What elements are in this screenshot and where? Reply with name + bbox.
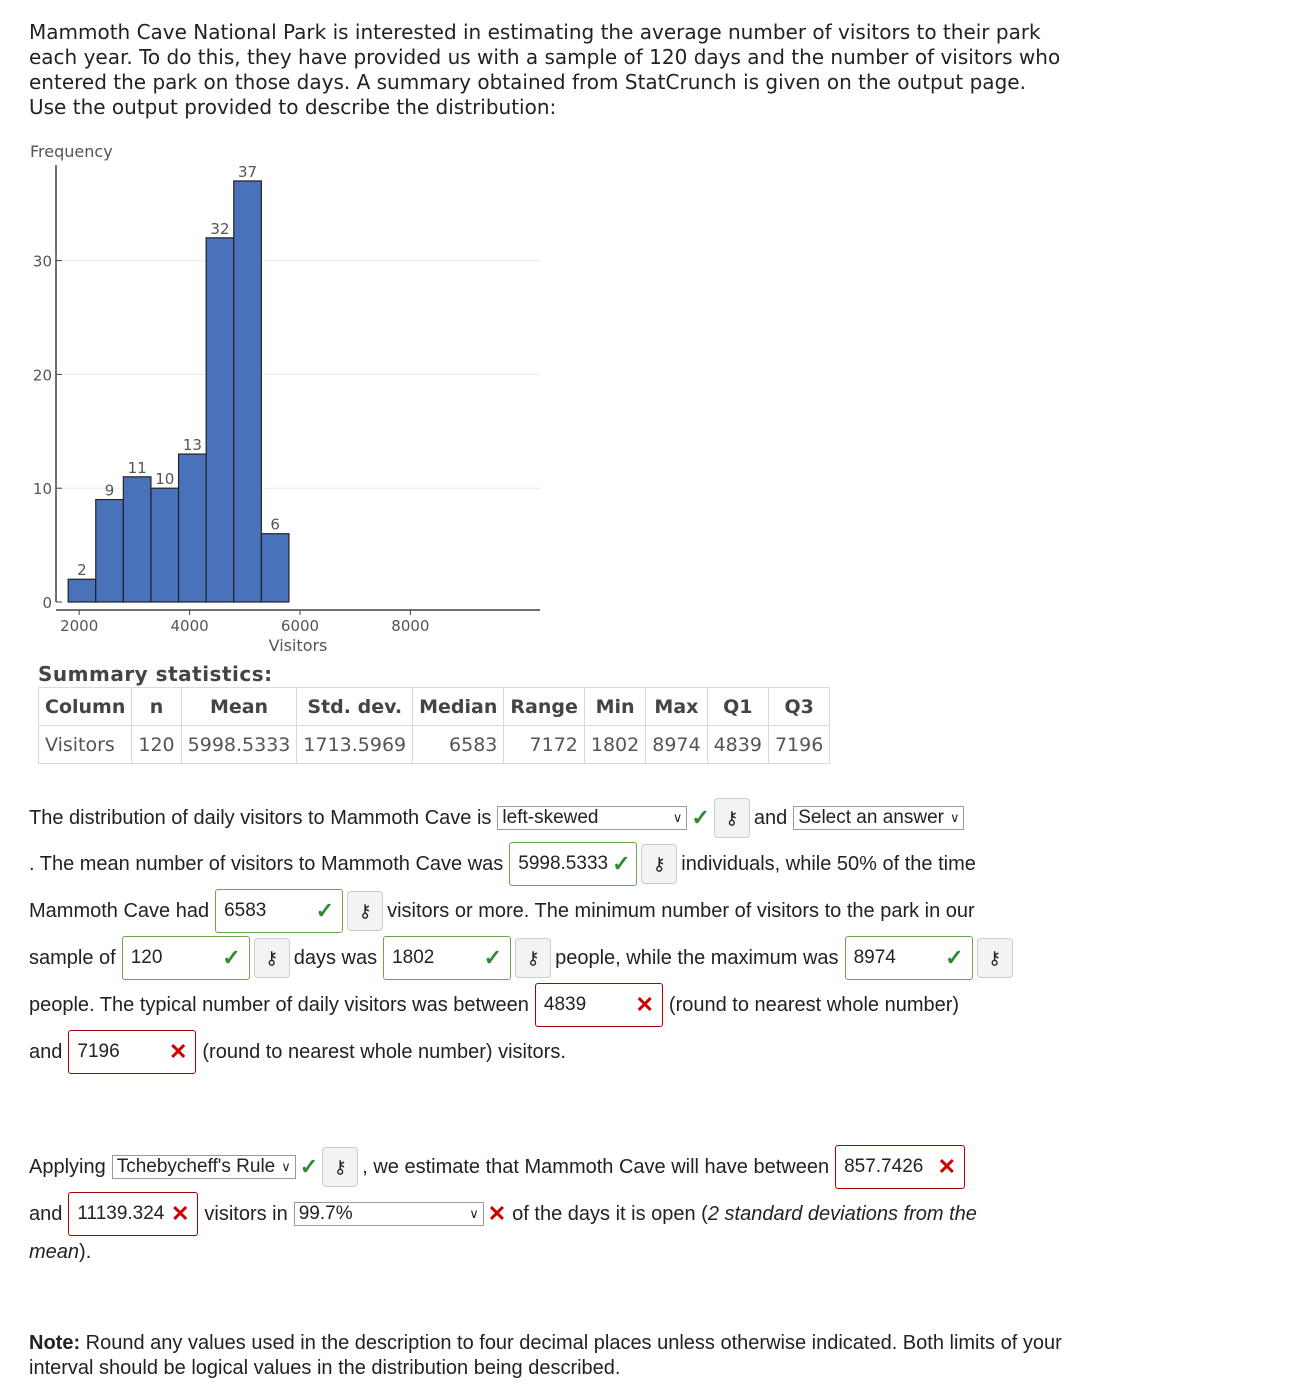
check-icon: ✓ (483, 945, 503, 970)
summary-header: Range (504, 688, 584, 726)
q1-line-2: . The mean number of visitors to Mammoth Cave was 5998.5333 ✓ ⚷ individuals, while 50% of the time (29, 842, 976, 886)
q1-line-3: Mammoth Cave had 6583 ✓ ⚷ visitors or more. The minimum number of visitors to the park in our (29, 889, 975, 933)
histogram-bar (179, 454, 207, 602)
chevron-down-icon: ∨ (672, 810, 683, 825)
summary-cell: 5998.5333 (181, 726, 297, 764)
check-icon: ✓ (612, 851, 631, 876)
check-icon: ✓ (299, 1154, 319, 1179)
summary-header: Column (39, 688, 132, 726)
summary-cell: 7196 (768, 726, 829, 764)
y-tick-label: 10 (32, 480, 52, 499)
histogram-bar (96, 500, 124, 602)
x-tick-label: 6000 (280, 617, 320, 635)
key-icon[interactable]: ⚷ (322, 1147, 358, 1187)
key-icon[interactable]: ⚷ (347, 891, 383, 931)
check-icon: ✓ (222, 945, 241, 970)
bar-count-label: 6 (270, 515, 280, 534)
chevron-down-icon: ∨ (281, 1159, 291, 1174)
q1-line-6: and 7196 ✕ (round to nearest whole number) visitors. (29, 1030, 566, 1074)
summary-title: Summary statistics: (38, 662, 273, 686)
summary-cell: 120 (132, 726, 181, 764)
bar-count-label: 9 (104, 481, 115, 500)
key-icon[interactable]: ⚷ (641, 844, 677, 884)
check-icon: ✓ (691, 805, 710, 830)
summary-header: Max (646, 688, 707, 726)
summary-cell: 4839 (707, 726, 768, 764)
x-tick-label: 4000 (170, 617, 209, 635)
histogram-bar (151, 488, 179, 602)
summary-header: Std. dev. (297, 688, 413, 726)
q1-line-1: The distribution of daily visitors to Mammoth Cave is left-skewed ∨ ✓ ⚷ and Select an answer ∨ (29, 796, 964, 840)
summary-cell: 7172 (504, 726, 584, 764)
chevron-down-icon: ∨ (949, 810, 960, 825)
problem-intro: Mammoth Cave National Park is interested in estimating the average number of visitors to their park each year. To do this, they have provided us with a sample of 120 days and the number of visitors who entered the park on those days. A summary obtained from StatCrunch is given on the output page. Use the output provided to describe the distribution: (29, 20, 1061, 119)
max-input[interactable]: 8974 ✓ (845, 936, 973, 980)
summary-cell: 6583 (413, 726, 504, 764)
cross-icon: ✕ (487, 1201, 507, 1226)
q2-line-2: and 11139.324 ✕ visitors in 99.7% ∨ ✕ of the days it is open ( 2 standard deviations from the (29, 1192, 977, 1236)
summary-cell: 1802 (584, 726, 645, 764)
rule-select[interactable]: Tchebycheff's Rule ∨ (112, 1155, 296, 1179)
histogram-bar (123, 477, 151, 602)
mean-input[interactable]: 5998.5333 ✓ (509, 842, 637, 886)
cross-icon: ✕ (170, 1201, 190, 1226)
summary-header: Median (413, 688, 504, 726)
histogram-bar (206, 238, 234, 602)
note-text: Note: Round any values used in the description to four decimal places unless otherwise indicated. Both limits of your interval should be logical values in the distribution being described. (29, 1332, 1062, 1379)
typical-low-input[interactable]: 4839 ✕ (535, 983, 663, 1027)
median-input[interactable]: 6583 ✓ (215, 889, 343, 933)
y-tick-label: 30 (32, 252, 52, 271)
x-tick-label: 2000 (60, 617, 99, 635)
y-tick-label: 0 (42, 594, 52, 612)
summary-cell: 8974 (646, 726, 707, 764)
bar-count-label: 11 (127, 458, 147, 477)
cross-icon: ✕ (937, 1154, 957, 1179)
summary-header: Q3 (768, 688, 829, 726)
check-icon: ✓ (945, 945, 964, 970)
check-icon: ✓ (315, 898, 335, 923)
bar-count-label: 10 (155, 470, 175, 489)
interval-high-input[interactable]: 11139.324 ✕ (68, 1192, 198, 1236)
bar-count-label: 32 (210, 219, 230, 238)
cross-icon: ✕ (168, 1039, 188, 1064)
key-icon[interactable]: ⚷ (977, 938, 1013, 978)
summary-header: Min (584, 688, 645, 726)
shape-select[interactable]: left-skewed ∨ (497, 806, 687, 830)
y-tick-label: 20 (32, 366, 52, 385)
cross-icon: ✕ (635, 992, 654, 1017)
y-axis-label: Frequency (30, 142, 113, 161)
q1-line-4: sample of 120 ✓ ⚷ days was 1802 ✓ ⚷ people, while the maximum was 8974 ✓ ⚷ (29, 936, 1017, 980)
min-input[interactable]: 1802 ✓ (383, 936, 511, 980)
bar-count-label: 2 (77, 561, 87, 580)
bar-count-label: 13 (182, 436, 202, 455)
summary-header: Q1 (707, 688, 768, 726)
histogram-chart (0, 135, 560, 655)
percent-select[interactable]: 99.7% ∨ (294, 1202, 484, 1226)
chevron-down-icon: ∨ (469, 1206, 479, 1221)
histogram-bar (68, 579, 96, 602)
bar-count-label: 37 (238, 162, 258, 181)
x-axis-label: Visitors (268, 636, 328, 655)
key-icon[interactable]: ⚷ (515, 938, 551, 978)
second-shape-select[interactable]: Select an answer ∨ (793, 806, 964, 830)
interval-low-input[interactable]: 857.7426 ✕ (835, 1145, 965, 1189)
key-icon[interactable]: ⚷ (254, 938, 290, 978)
summary-cell: 1713.5969 (297, 726, 413, 764)
summary-cell: Visitors (39, 726, 132, 764)
summary-table (38, 687, 830, 764)
histogram-bar (234, 181, 262, 602)
q1-line-5: people. The typical number of daily visitors was between 4839 ✕ (round to nearest whole number) (29, 983, 959, 1027)
sample-size-input[interactable]: 120 ✓ (122, 936, 250, 980)
x-tick-label: 8000 (391, 617, 430, 635)
key-icon[interactable]: ⚷ (714, 798, 750, 838)
q2-line-3: mean ). (29, 1240, 92, 1263)
histogram-bar (261, 534, 289, 602)
summary-header: Mean (181, 688, 297, 726)
summary-header: n (132, 688, 181, 726)
typical-high-input[interactable]: 7196 ✕ (68, 1030, 196, 1074)
q2-line-1: Applying Tchebycheff's Rule ∨ ✓ ⚷ , we estimate that Mammoth Cave will have between 857.7426 ✕ (29, 1145, 965, 1189)
